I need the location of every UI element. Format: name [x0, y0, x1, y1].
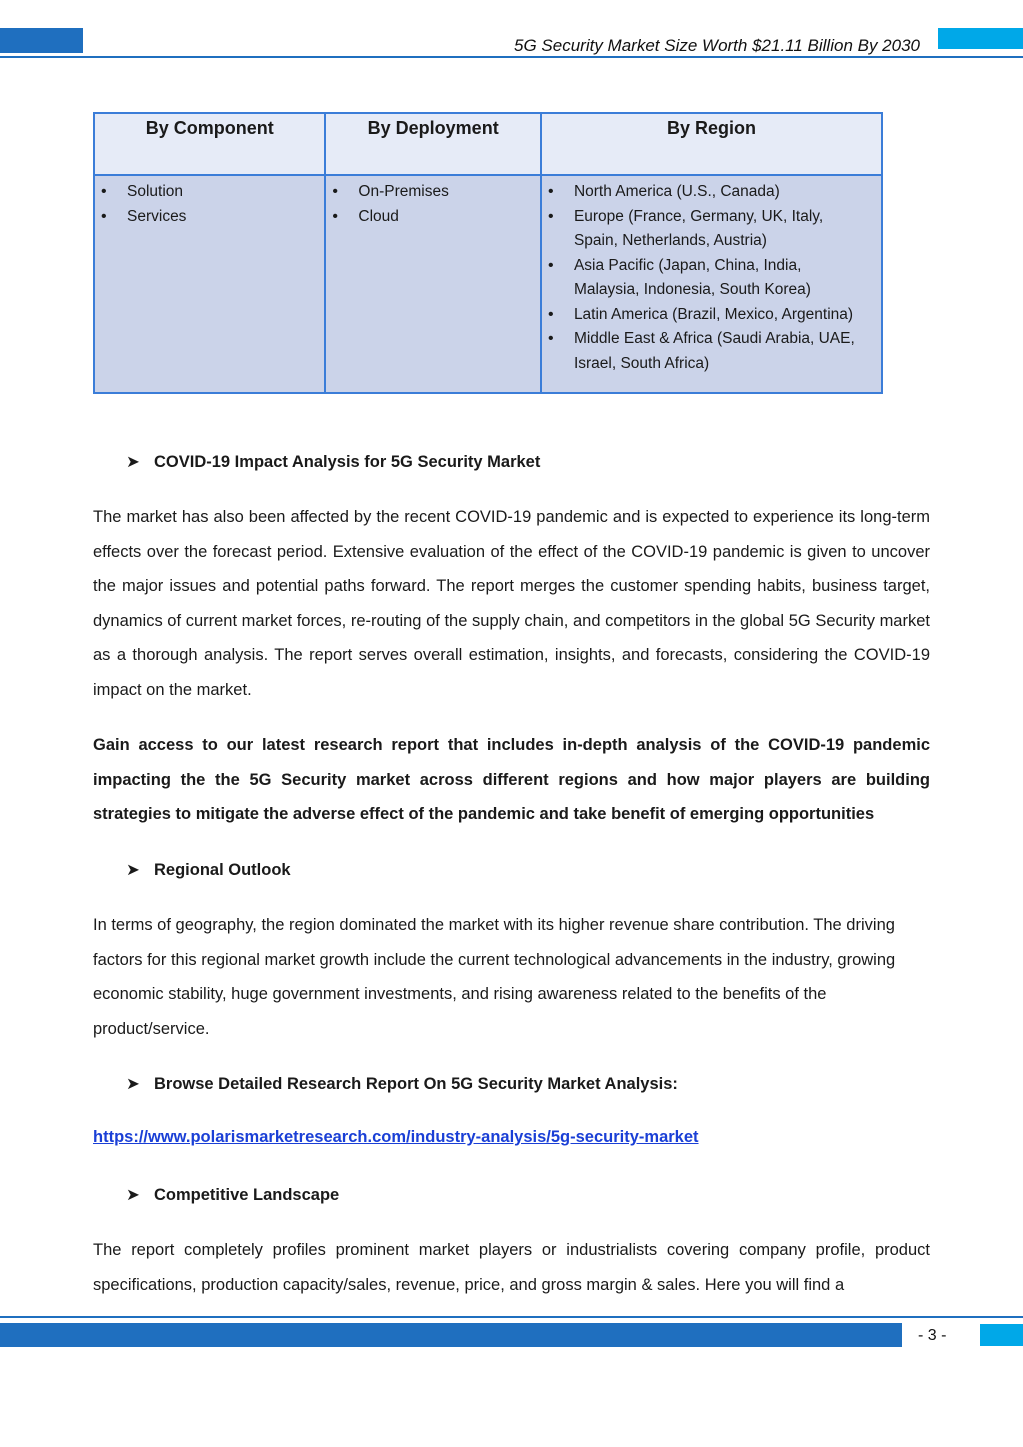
segmentation-table	[93, 112, 883, 394]
browse-heading-text: Browse Detailed Research Report On 5G Security Market Analysis:	[154, 1075, 678, 1093]
list-item: • Services	[95, 205, 324, 230]
competitive-paragraph: The report completely profiles prominent market players or industrialists covering company profile, product specifications, production capacity/sales, revenue, price, and gross margin & sales. Here you will find a	[93, 1241, 930, 1294]
competitive-heading-text: Competitive Landscape	[154, 1186, 340, 1204]
covid-paragraph: The market has also been affected by the recent COVID-19 pandemic and is expected to experience its long-term effects over the forecast period. Extensive evaluation of the effect of the COVID-19 pandemic is given to uncover the major issues and potential paths forward. The report merges the customer spending habits, business target, dynamics of current market forces, re-routing of the supply chain, and competitors in the global 5G Security market as a thorough analysis. The report serves overall estimation, insights, and forecasts, considering the COVID-19 impact on the market.	[93, 508, 930, 699]
covid-heading	[126, 452, 540, 472]
list-item: • Asia Pacific (Japan, China, India, Malaysia, Indonesia, South Korea)	[542, 254, 881, 303]
page-number: - 3 -	[918, 1327, 947, 1344]
header-by-region: By Region	[541, 113, 882, 175]
list-item: • Cloud	[326, 205, 540, 230]
footer-accent-right	[980, 1324, 1023, 1346]
arrow-bullet-icon: ➤	[126, 1075, 140, 1093]
regional-heading	[126, 860, 291, 880]
arrow-bullet-icon: ➤	[126, 861, 140, 879]
browse-heading	[126, 1074, 678, 1094]
header-accent-left	[0, 28, 83, 53]
list-item: • North America (U.S., Canada)	[542, 180, 881, 205]
deployment-cell	[325, 175, 541, 393]
header-rule	[0, 56, 1023, 58]
deployment-list	[326, 180, 540, 229]
header-by-deployment: By Deployment	[325, 113, 541, 175]
report-link[interactable]: https://www.polarismarketresearch.com/industry-analysis/5g-security-market	[93, 1128, 699, 1146]
table-row	[94, 175, 882, 393]
document-title: 5G Security Market Size Worth $21.11 Billion By 2030	[514, 36, 920, 55]
regional-paragraph: In terms of geography, the region dominated the market with its higher revenue share contribution. The driving factors for this regional market growth include the current technological advancements in the industry, growing economic stability, huge government investments, and rising awareness related to the benefits of the product/service.	[93, 916, 896, 1038]
header-accent-right	[938, 28, 1023, 49]
access-paragraph: Gain access to our latest research report that includes in-depth analysis of the COVID-19 pandemic impacting the the 5G Security market across different regions and how major players are building strategies to mitigate the adverse effect of the pandemic and take benefit of emerging opportunities	[93, 736, 930, 824]
competitive-heading	[126, 1185, 339, 1205]
header-by-component: By Component	[94, 113, 325, 175]
arrow-bullet-icon: ➤	[126, 1186, 140, 1204]
regional-heading-text: Regional Outlook	[154, 861, 291, 879]
list-item: • Latin America (Brazil, Mexico, Argentina)	[542, 303, 881, 328]
component-cell	[94, 175, 325, 393]
list-item: • On-Premises	[326, 180, 540, 205]
region-list	[542, 180, 881, 376]
arrow-bullet-icon: ➤	[126, 453, 140, 471]
table-header-row	[94, 113, 882, 175]
region-cell	[541, 175, 882, 393]
footer-rule	[0, 1316, 1023, 1318]
component-list	[95, 180, 324, 229]
list-item: • Europe (France, Germany, UK, Italy, Spain, Netherlands, Austria)	[542, 205, 881, 254]
list-item: • Solution	[95, 180, 324, 205]
list-item: • Middle East & Africa (Saudi Arabia, UAE, Israel, South Africa)	[542, 327, 881, 376]
footer-bar	[0, 1323, 902, 1347]
covid-heading-text: COVID-19 Impact Analysis for 5G Security Market	[154, 453, 541, 471]
